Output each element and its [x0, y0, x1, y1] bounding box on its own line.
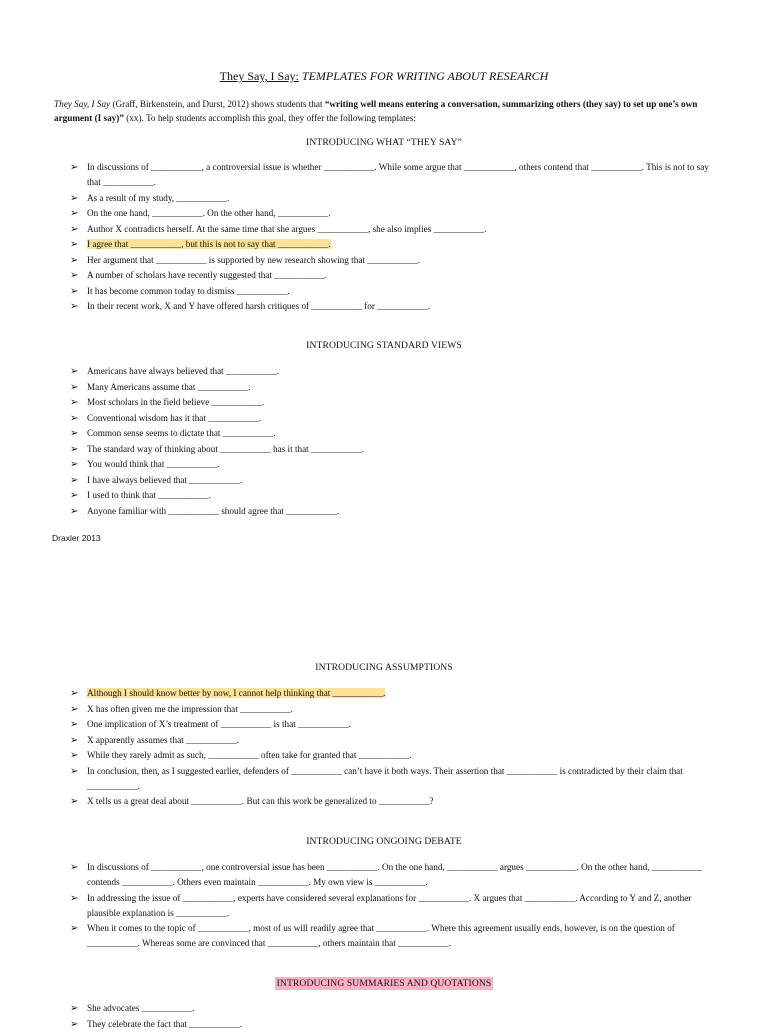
- arrow-bullet-icon: ➢: [70, 426, 78, 442]
- arrow-bullet-icon: ➢: [70, 457, 78, 473]
- intro-citation: (Graff, Birkenstein, and Durst, 2012) shows students that: [110, 99, 325, 109]
- arrow-bullet-icon: ➢: [70, 284, 78, 300]
- arrow-bullet-icon: ➢: [70, 364, 78, 380]
- arrow-bullet-icon: ➢: [70, 1017, 78, 1032]
- arrow-bullet-icon: ➢: [70, 206, 78, 222]
- list-item: ➢ Her argument that ___________ is supported by new research showing that ___________.: [70, 253, 720, 269]
- list-item: ➢ X tells us a great deal about ___________. But can this work be generalized to ___________?: [70, 794, 720, 810]
- list-item: ➢ Conventional wisdom has it that ___________.: [70, 411, 720, 427]
- arrow-bullet-icon: ➢: [70, 473, 78, 489]
- list-item: ➢ In discussions of ___________, one controversial issue has been ___________. On the one hand, ___________ argues ___________. On the other hand, ___________ contends ___________. Others even maintain ___________. My own view is ___________.: [70, 860, 720, 891]
- list-they-say: [70, 160, 720, 315]
- list-item: ➢ I have always believed that ___________.: [70, 473, 720, 489]
- section-heading-standard-views: INTRODUCING STANDARD VIEWS: [0, 340, 768, 351]
- arrow-bullet-icon: ➢: [70, 733, 78, 749]
- list-item: ➢ Author X contradicts herself. At the same time that she argues ___________, she also implies ___________.: [70, 222, 720, 238]
- list-item: ➢ In discussions of ___________, a controversial issue is whether ___________. While some argue that ___________, others contend that ___________. This is not to say that ___________.: [70, 160, 720, 191]
- arrow-bullet-icon: ➢: [70, 191, 78, 207]
- list-item: ➢ Americans have always believed that ___________.: [70, 364, 720, 380]
- list-item: ➢ X apparently assumes that ___________.: [70, 733, 720, 749]
- list-item: ➢ On the one hand, ___________. On the other hand, ___________.: [70, 206, 720, 222]
- list-item: ➢ It has become common today to dismiss ___________.: [70, 284, 720, 300]
- arrow-bullet-icon: ➢: [70, 1001, 78, 1017]
- section-heading-assumptions: INTRODUCING ASSUMPTIONS: [0, 662, 768, 673]
- section-heading-they-say: INTRODUCING WHAT “THEY SAY”: [0, 137, 768, 148]
- list-item: ➢ Many Americans assume that ___________.: [70, 380, 720, 396]
- list-ongoing-debate: [70, 860, 720, 952]
- arrow-bullet-icon: ➢: [70, 268, 78, 284]
- arrow-bullet-icon: ➢: [70, 253, 78, 269]
- list-item: ➢ A number of scholars have recently suggested that ___________.: [70, 268, 720, 284]
- list-item: ➢ They celebrate the fact that ___________.: [70, 1017, 720, 1032]
- list-item: ➢ In conclusion, then, as I suggested earlier, defenders of ___________ can’t have it both ways. Their assertion that ___________ is contradicted by their claim that ___________.: [70, 764, 720, 795]
- list-item: ➢ When it comes to the topic of ___________, most of us will readily agree that ___________. Where this agreement usually ends, however, is on the question of ___________. Whereas some are convinced that ___________, others maintain that ___________.: [70, 921, 720, 952]
- arrow-bullet-icon: ➢: [70, 222, 78, 238]
- arrow-bullet-icon: ➢: [70, 380, 78, 396]
- list-item: ➢ I used to think that ___________.: [70, 488, 720, 504]
- footer-author: Draxler 2013: [52, 533, 101, 543]
- list-item: ➢ You would think that ___________.: [70, 457, 720, 473]
- arrow-bullet-icon: ➢: [70, 860, 78, 875]
- intro-paragraph: [54, 97, 714, 125]
- list-item: ➢ Anyone familiar with ___________ should agree that ___________.: [70, 504, 720, 520]
- arrow-bullet-icon: ➢: [70, 921, 78, 936]
- arrow-bullet-icon: ➢: [70, 686, 78, 702]
- list-item: ➢ In their recent work, X and Y have offered harsh critiques of ___________ for ___________.: [70, 299, 720, 315]
- list-item: ➢ In addressing the issue of ___________, experts have considered several explanations for ___________. X argues that ___________. According to Y and Z, another plausible explanation is ___________.: [70, 891, 720, 922]
- section-heading-ongoing-debate: INTRODUCING ONGOING DEBATE: [0, 836, 768, 847]
- intro-book-title: They Say, I Say: [54, 99, 110, 109]
- arrow-bullet-icon: ➢: [70, 748, 78, 764]
- document-title: [0, 69, 768, 84]
- list-item-highlighted: [70, 686, 720, 702]
- list-assumptions: [70, 686, 720, 810]
- arrow-bullet-icon: ➢: [70, 794, 78, 810]
- arrow-bullet-icon: ➢: [70, 395, 78, 411]
- arrow-bullet-icon: ➢: [70, 237, 78, 253]
- list-summaries: [70, 1001, 720, 1032]
- list-item: ➢ One implication of X’s treatment of ___________ is that ___________.: [70, 717, 720, 733]
- intro-tail: (xx). To help students accomplish this goal, they offer the following templates:: [124, 113, 416, 123]
- highlighted-heading-text: INTRODUCING SUMMARIES AND QUOTATIONS: [275, 977, 494, 990]
- list-item-highlighted: [70, 237, 720, 253]
- arrow-bullet-icon: ➢: [70, 764, 78, 779]
- arrow-bullet-icon: ➢: [70, 702, 78, 718]
- list-item: ➢ While they rarely admit as such, ___________ often take for granted that ___________.: [70, 748, 720, 764]
- arrow-bullet-icon: ➢: [70, 411, 78, 427]
- list-item: ➢ She advocates ___________.: [70, 1001, 720, 1017]
- arrow-bullet-icon: ➢: [70, 717, 78, 733]
- section-heading-summaries: [0, 978, 768, 989]
- arrow-bullet-icon: ➢: [70, 160, 78, 175]
- title-subtitle: TEMPLATES FOR WRITING ABOUT RESEARCH: [302, 69, 548, 83]
- highlighted-text: Although I should know better by now, I cannot help thinking that ___________.: [87, 688, 385, 698]
- arrow-bullet-icon: ➢: [70, 299, 78, 315]
- list-item: ➢ Most scholars in the field believe ___________.: [70, 395, 720, 411]
- intro-bold-quote: “writing well means entering a conversation, summarizing others (they say) to set up one’s own argument (I say)”: [54, 99, 697, 123]
- arrow-bullet-icon: ➢: [70, 488, 78, 504]
- list-standard-views: [70, 364, 720, 519]
- highlighted-text: I agree that ___________, but this is not to say that ___________.: [87, 239, 331, 249]
- list-item: ➢ The standard way of thinking about ___________ has it that ___________.: [70, 442, 720, 458]
- title-book-name: They Say, I Say:: [220, 69, 299, 83]
- arrow-bullet-icon: ➢: [70, 891, 78, 906]
- arrow-bullet-icon: ➢: [70, 504, 78, 520]
- list-item: ➢ As a result of my study, ___________.: [70, 191, 720, 207]
- list-item: ➢ X has often given me the impression that ___________.: [70, 702, 720, 718]
- arrow-bullet-icon: ➢: [70, 442, 78, 458]
- list-item: ➢ Common sense seems to dictate that ___________.: [70, 426, 720, 442]
